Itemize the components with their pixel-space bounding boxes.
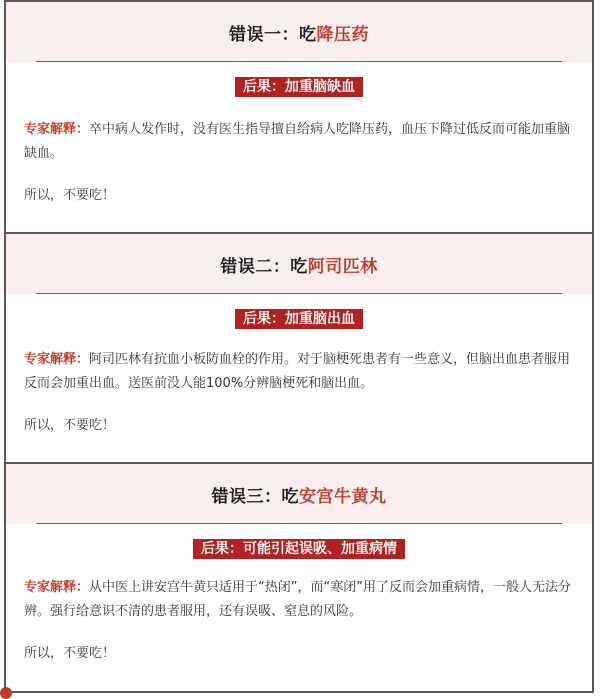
mistake-title-drug: 降压药 [316, 24, 369, 45]
expert-label: 专家解释： [24, 352, 90, 367]
conclusion-text: 所以，不要吃！ [24, 188, 116, 203]
mistake-card-1 [4, 0, 594, 236]
expert-explanation [24, 118, 574, 166]
conclusion-text: 所以，不要吃！ [24, 646, 116, 661]
bullet-dot-icon [0, 687, 12, 699]
mistake-title [220, 252, 378, 277]
divider [36, 61, 562, 62]
divider [36, 523, 562, 524]
divider [36, 293, 562, 294]
consequence-badge: 后果：加重脑出血 [235, 309, 363, 329]
mistake-card-2 [4, 232, 594, 466]
consequence-badge: 后果：可能引起误吸、加重病情 [193, 539, 405, 559]
conclusion-text: 所以，不要吃！ [24, 418, 116, 433]
mistake-title-prefix: 错误二：吃 [220, 256, 308, 277]
mistake-title-prefix: 错误一：吃 [229, 24, 317, 45]
mistake-title-drug: 阿司匹林 [307, 256, 378, 277]
mistake-title-drug: 安宫牛黄丸 [299, 486, 387, 507]
expert-explanation [24, 348, 574, 396]
explanation-text: 从中医上讲安宫牛黄只适用于“热闭”，而“寒闭”用了反而会加重病情，一般人无法分辨。强行给意识不清的患者服用，还有误吸、窒息的风险。 [24, 580, 571, 619]
explanation-text: 阿司匹林有抗血小板防血栓的作用。对于脑梗死患者有一些意义，但脑出血患者服用反而会加重出血。送医前没人能100%分辨脑梗死和脑出血。 [24, 352, 571, 391]
explanation-text: 卒中病人发作时，没有医生指导擅自给病人吃降压药，血压下降过低反而可能加重脑缺血。 [24, 122, 571, 161]
mistake-title [212, 482, 387, 507]
expert-label: 专家解释： [24, 580, 90, 595]
mistake-card-header [6, 2, 592, 62]
mistake-card-header [6, 234, 592, 294]
expert-explanation [24, 576, 574, 624]
mistake-title [229, 20, 369, 45]
expert-label: 专家解释： [24, 122, 90, 137]
consequence-badge: 后果：加重脑缺血 [235, 77, 363, 97]
mistake-title-prefix: 错误三：吃 [211, 486, 299, 507]
mistake-card-3 [4, 462, 594, 693]
mistake-card-header [6, 464, 592, 524]
